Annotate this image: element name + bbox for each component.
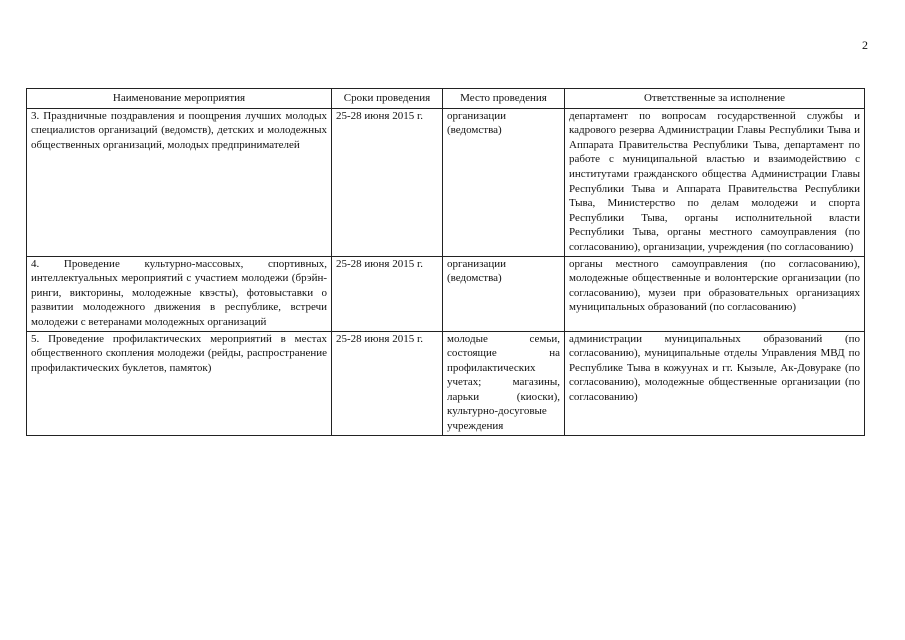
place-cell: организации (ведомства) xyxy=(443,108,565,256)
table-row xyxy=(27,331,865,435)
events-table xyxy=(26,88,865,436)
table-row xyxy=(27,256,865,331)
header-event-name: Наименование мероприятия xyxy=(27,89,332,109)
header-responsible: Ответственные за исполнение xyxy=(565,89,865,109)
header-dates: Сроки проведения xyxy=(332,89,443,109)
place-cell: организации (ведомства) xyxy=(443,256,565,331)
place-cell: молодые семьи, состоящие на профилактических учетах; магазины, ларьки (киоски), культурно-досуговые учреждения xyxy=(443,331,565,435)
dates-cell: 25-28 июня 2015 г. xyxy=(332,108,443,256)
event-name-cell: 5. Проведение профилактических мероприятий в местах общественного скопления молодежи (рейды, распространение профилактических буклетов, памяток) xyxy=(27,331,332,435)
event-name-cell: 3. Праздничные поздравления и поощрения лучших молодых специалистов организаций (ведомств), детских и молодежных общественных организаций, молодых предпринимателей xyxy=(27,108,332,256)
header-place: Место проведения xyxy=(443,89,565,109)
table-header-row xyxy=(27,89,865,109)
responsible-cell: администрации муниципальных образований (по согласованию), муниципальные отделы Управления МВД по Республике Тыва в кожуунах и гг. Кызыле, Ак-Довураке (по согласованию), молодежные общественные организации (по согласованию) xyxy=(565,331,865,435)
responsible-cell: департамент по вопросам государственной службы и кадрового резерва Администрации Главы Республики Тыва и Аппарата Правительства Республики Тыва, департамент по работе с муниципальной властью и взаимодействию с институтами гражданского общества Администрации Главы Республики Тыва и Аппарата Правительства Республики Тыва, Министерство по делам молодежи и спорта Республики Тыва, органы исполнительной власти Республики Тыва, органы местного самоуправления (по согласованию), организации, учреждения (по согласованию) xyxy=(565,108,865,256)
responsible-cell: органы местного самоуправления (по согласованию), молодежные общественные и волонтерские организации (по согласованию), музеи при образовательных организациях муниципальных образований (по согласованию) xyxy=(565,256,865,331)
page-number: 2 xyxy=(862,38,868,52)
table-row xyxy=(27,108,865,256)
event-name-cell: 4. Проведение культурно-массовых, спортивных, интеллектуальных мероприятий с участием молодежи (брэйн-ринги, викторины, молодежные квэсты), фотовыставки о развитии молодежного движения в республике, встречи молодежи с ветеранами молодежных организаций xyxy=(27,256,332,331)
dates-cell: 25-28 июня 2015 г. xyxy=(332,331,443,435)
dates-cell: 25-28 июня 2015 г. xyxy=(332,256,443,331)
